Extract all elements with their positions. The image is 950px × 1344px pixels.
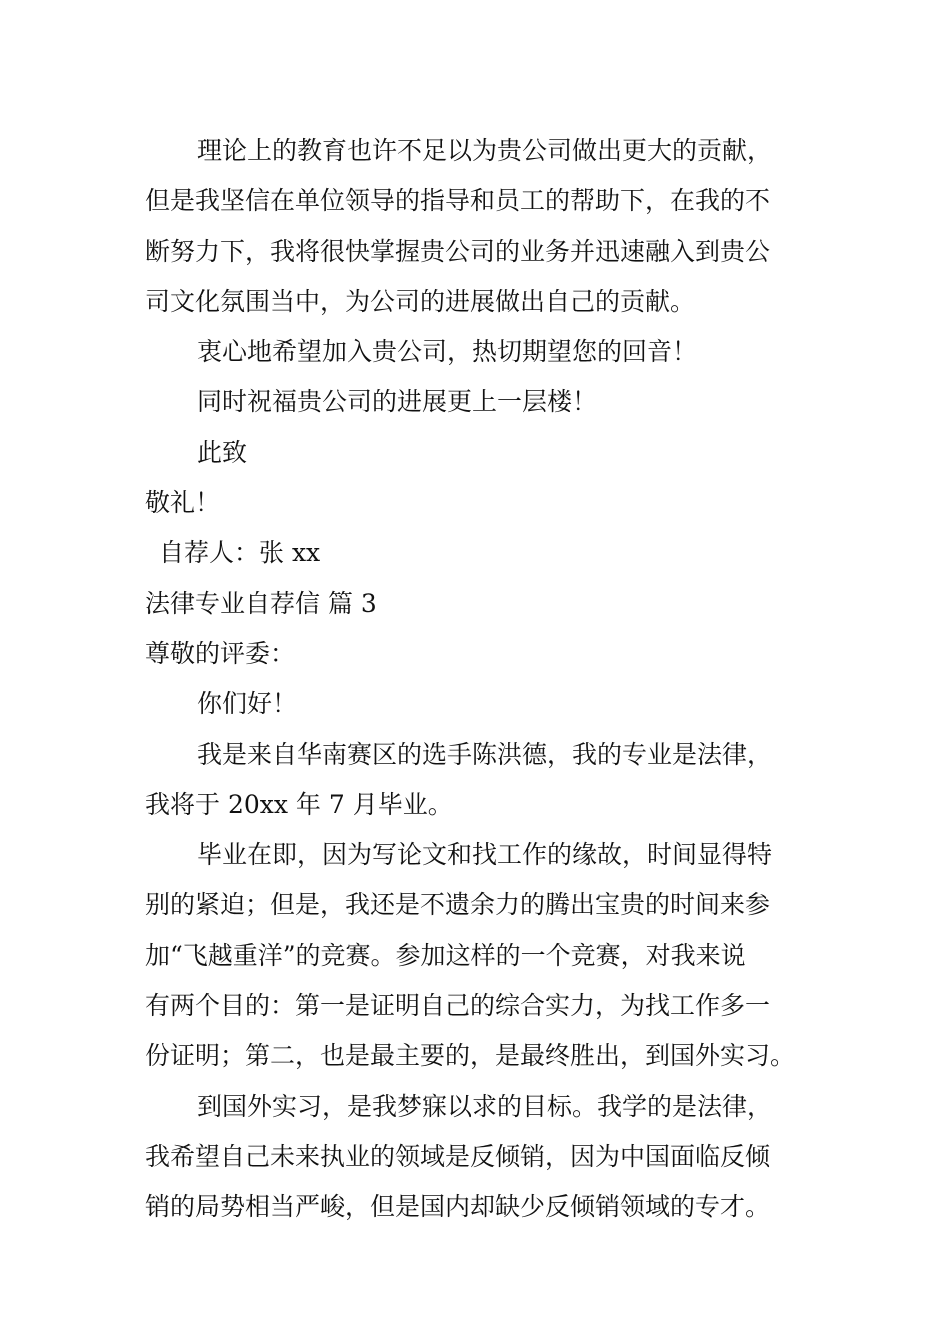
paragraph-line: 衷心地希望加入贵公司，热切期望您的回音！ (197, 337, 698, 367)
closing-salutation: 此致 (197, 437, 248, 467)
paragraph-line: 毕业在即，因为写论文和找工作的缘故，时间显得特 (197, 840, 773, 870)
paragraph-line: 份证明；第二，也是最主要的，是最终胜出，到国外实习。 (145, 1041, 796, 1071)
paragraph-line: 我将于 20xx 年 7 月毕业。 (145, 789, 453, 819)
paragraph-line: 司文化氛围当中，为公司的进展做出自己的贡献。 (145, 286, 696, 316)
paragraph-line: 别的紧迫；但是，我还是不遗余力的腾出宝贵的时间来参 (145, 890, 771, 920)
signature-line: 自荐人：张 xx (159, 538, 321, 568)
paragraph-line: 同时祝福贵公司的进展更上一层楼！ (197, 387, 598, 417)
closing-regards: 敬礼！ (145, 488, 221, 518)
paragraph-line: 销的局势相当严峻，但是国内却缺少反倾销领域的专才。 (145, 1192, 771, 1222)
paragraph-line: 我希望自己未来执业的领域是反倾销，因为中国面临反倾 (145, 1141, 771, 1171)
paragraph-line: 有两个目的：第一是证明自己的综合实力，为找工作多一 (145, 991, 771, 1021)
document-body (145, 126, 825, 1233)
greeting-line: 你们好！ (197, 689, 298, 719)
paragraph-line: 加“飞越重洋”的竞赛。参加这样的一个竞赛，对我来说 (145, 940, 746, 970)
paragraph-line: 断努力下，我将很快掌握贵公司的业务并迅速融入到贵公 (145, 236, 771, 266)
paragraph-line: 到国外实习，是我梦寐以求的目标。我学的是法律， (197, 1091, 773, 1121)
paragraph-line: 理论上的教育也许不足以为贵公司做出更大的贡献， (197, 136, 773, 165)
letter-salutation: 尊敬的评委： (145, 638, 296, 668)
paragraph-line: 我是来自华南赛区的选手陈洪德，我的专业是法律， (197, 739, 773, 769)
paragraph-line: 但是我坚信在单位领导的指导和员工的帮助下，在我的不 (145, 186, 771, 216)
section-title: 法律专业自荐信 篇 3 (145, 588, 377, 618)
